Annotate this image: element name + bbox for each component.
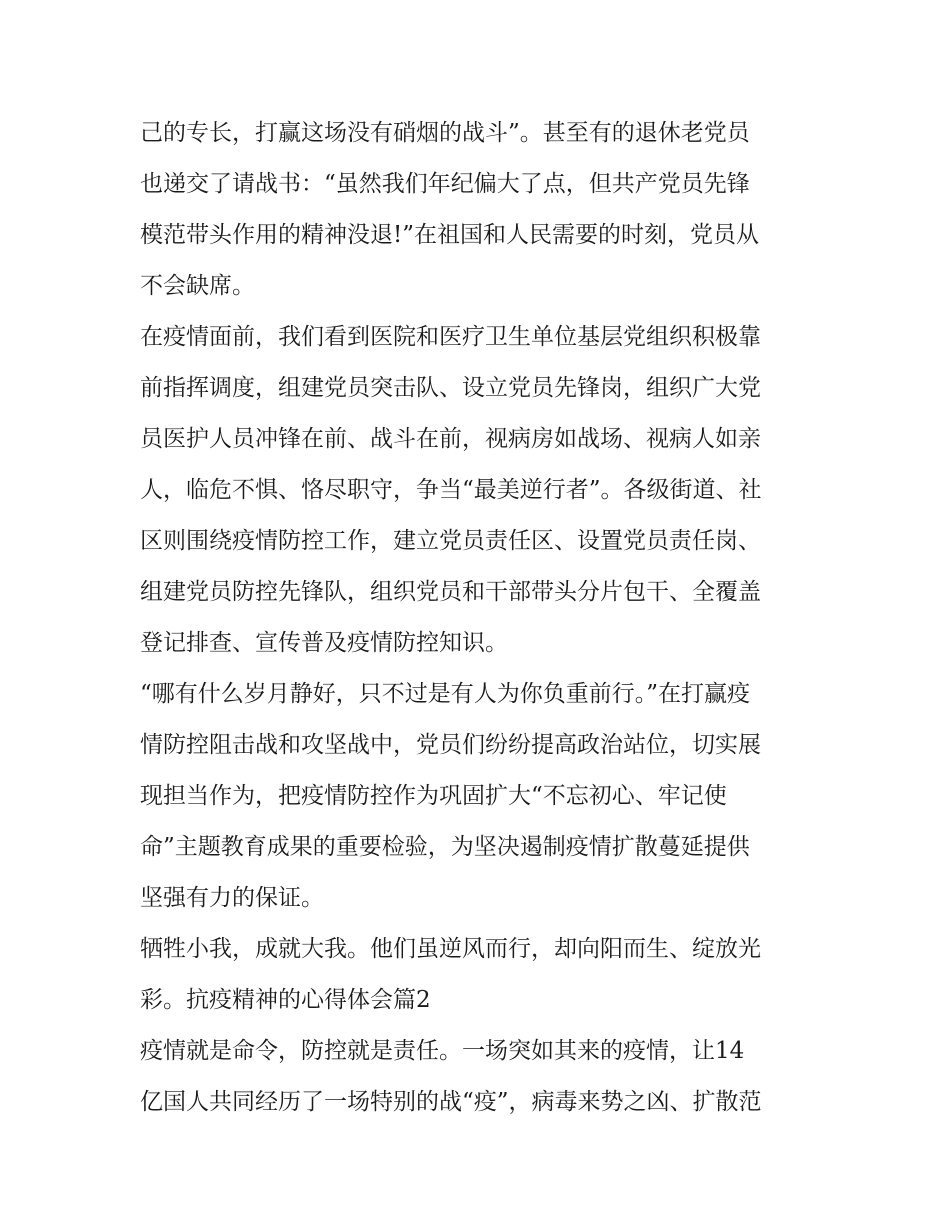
paragraph-2	[140, 312, 812, 669]
paragraph-3	[140, 669, 812, 924]
text-line: 员医护人员冲锋在前、战斗在前，视病房如战场、视病人如亲	[140, 426, 761, 452]
paragraph-4	[140, 924, 812, 1026]
text-line: 疫情就是命令，防控就是责任。一场突如其来的疫情，让14	[140, 1038, 745, 1064]
text-line: 亿国人共同经历了一场特别的战“疫”，病毒来势之凶、扩散范	[140, 1089, 762, 1115]
text-line: “哪有什么岁月静好，只不过是有人为你负重前行。”在打赢疫	[140, 681, 751, 707]
text-line: 也递交了请战书：“虽然我们年纪偏大了点，但共产党员先锋	[140, 171, 750, 197]
text-line: 牺牲小我，成就大我。他们虽逆风而行，却向阳而生、绽放光	[140, 936, 761, 962]
text-line: 情防控阻击战和攻坚战中，党员们纷纷提高政治站位，切实展	[140, 732, 761, 758]
text-line: 模范带头作用的精神没退!”在祖国和人民需要的时刻，党员从	[140, 222, 760, 248]
text-line: 登记排查、宣传普及疫情防控知识。	[140, 630, 508, 656]
paragraph-1	[140, 108, 812, 312]
text-line: 不会缺席。	[140, 273, 255, 299]
text-line: 区则围绕疫情防控工作，建立党员责任区、设置党员责任岗、	[140, 528, 761, 554]
text-line: 人，临危不惧、恪尽职守，争当“最美逆行者”。各级街道、社	[140, 477, 762, 503]
text-line: 现担当作为，把疫情防控作为巩固扩大“不忘初心、牢记使	[140, 783, 727, 809]
text-line: 组建党员防控先锋队，组织党员和干部带头分片包干、全覆盖	[140, 579, 761, 605]
text-line: 坚强有力的保证。	[140, 885, 324, 911]
document-body	[140, 108, 812, 1128]
text-line: 在疫情面前，我们看到医院和医疗卫生单位基层党组织积极靠	[140, 324, 761, 350]
text-line: 己的专长，打赢这场没有硝烟的战斗”。甚至有的退休老党员	[140, 120, 750, 146]
paragraph-5	[140, 1026, 812, 1128]
text-line: 前指挥调度，组建党员突击队、设立党员先锋岗，组织广大党	[140, 375, 761, 401]
text-line: 彩。抗疫精神的心得体会篇2	[140, 987, 431, 1013]
text-line: 命”主题教育成果的重要检验，为坚决遏制疫情扩散蔓延提供	[140, 834, 750, 860]
